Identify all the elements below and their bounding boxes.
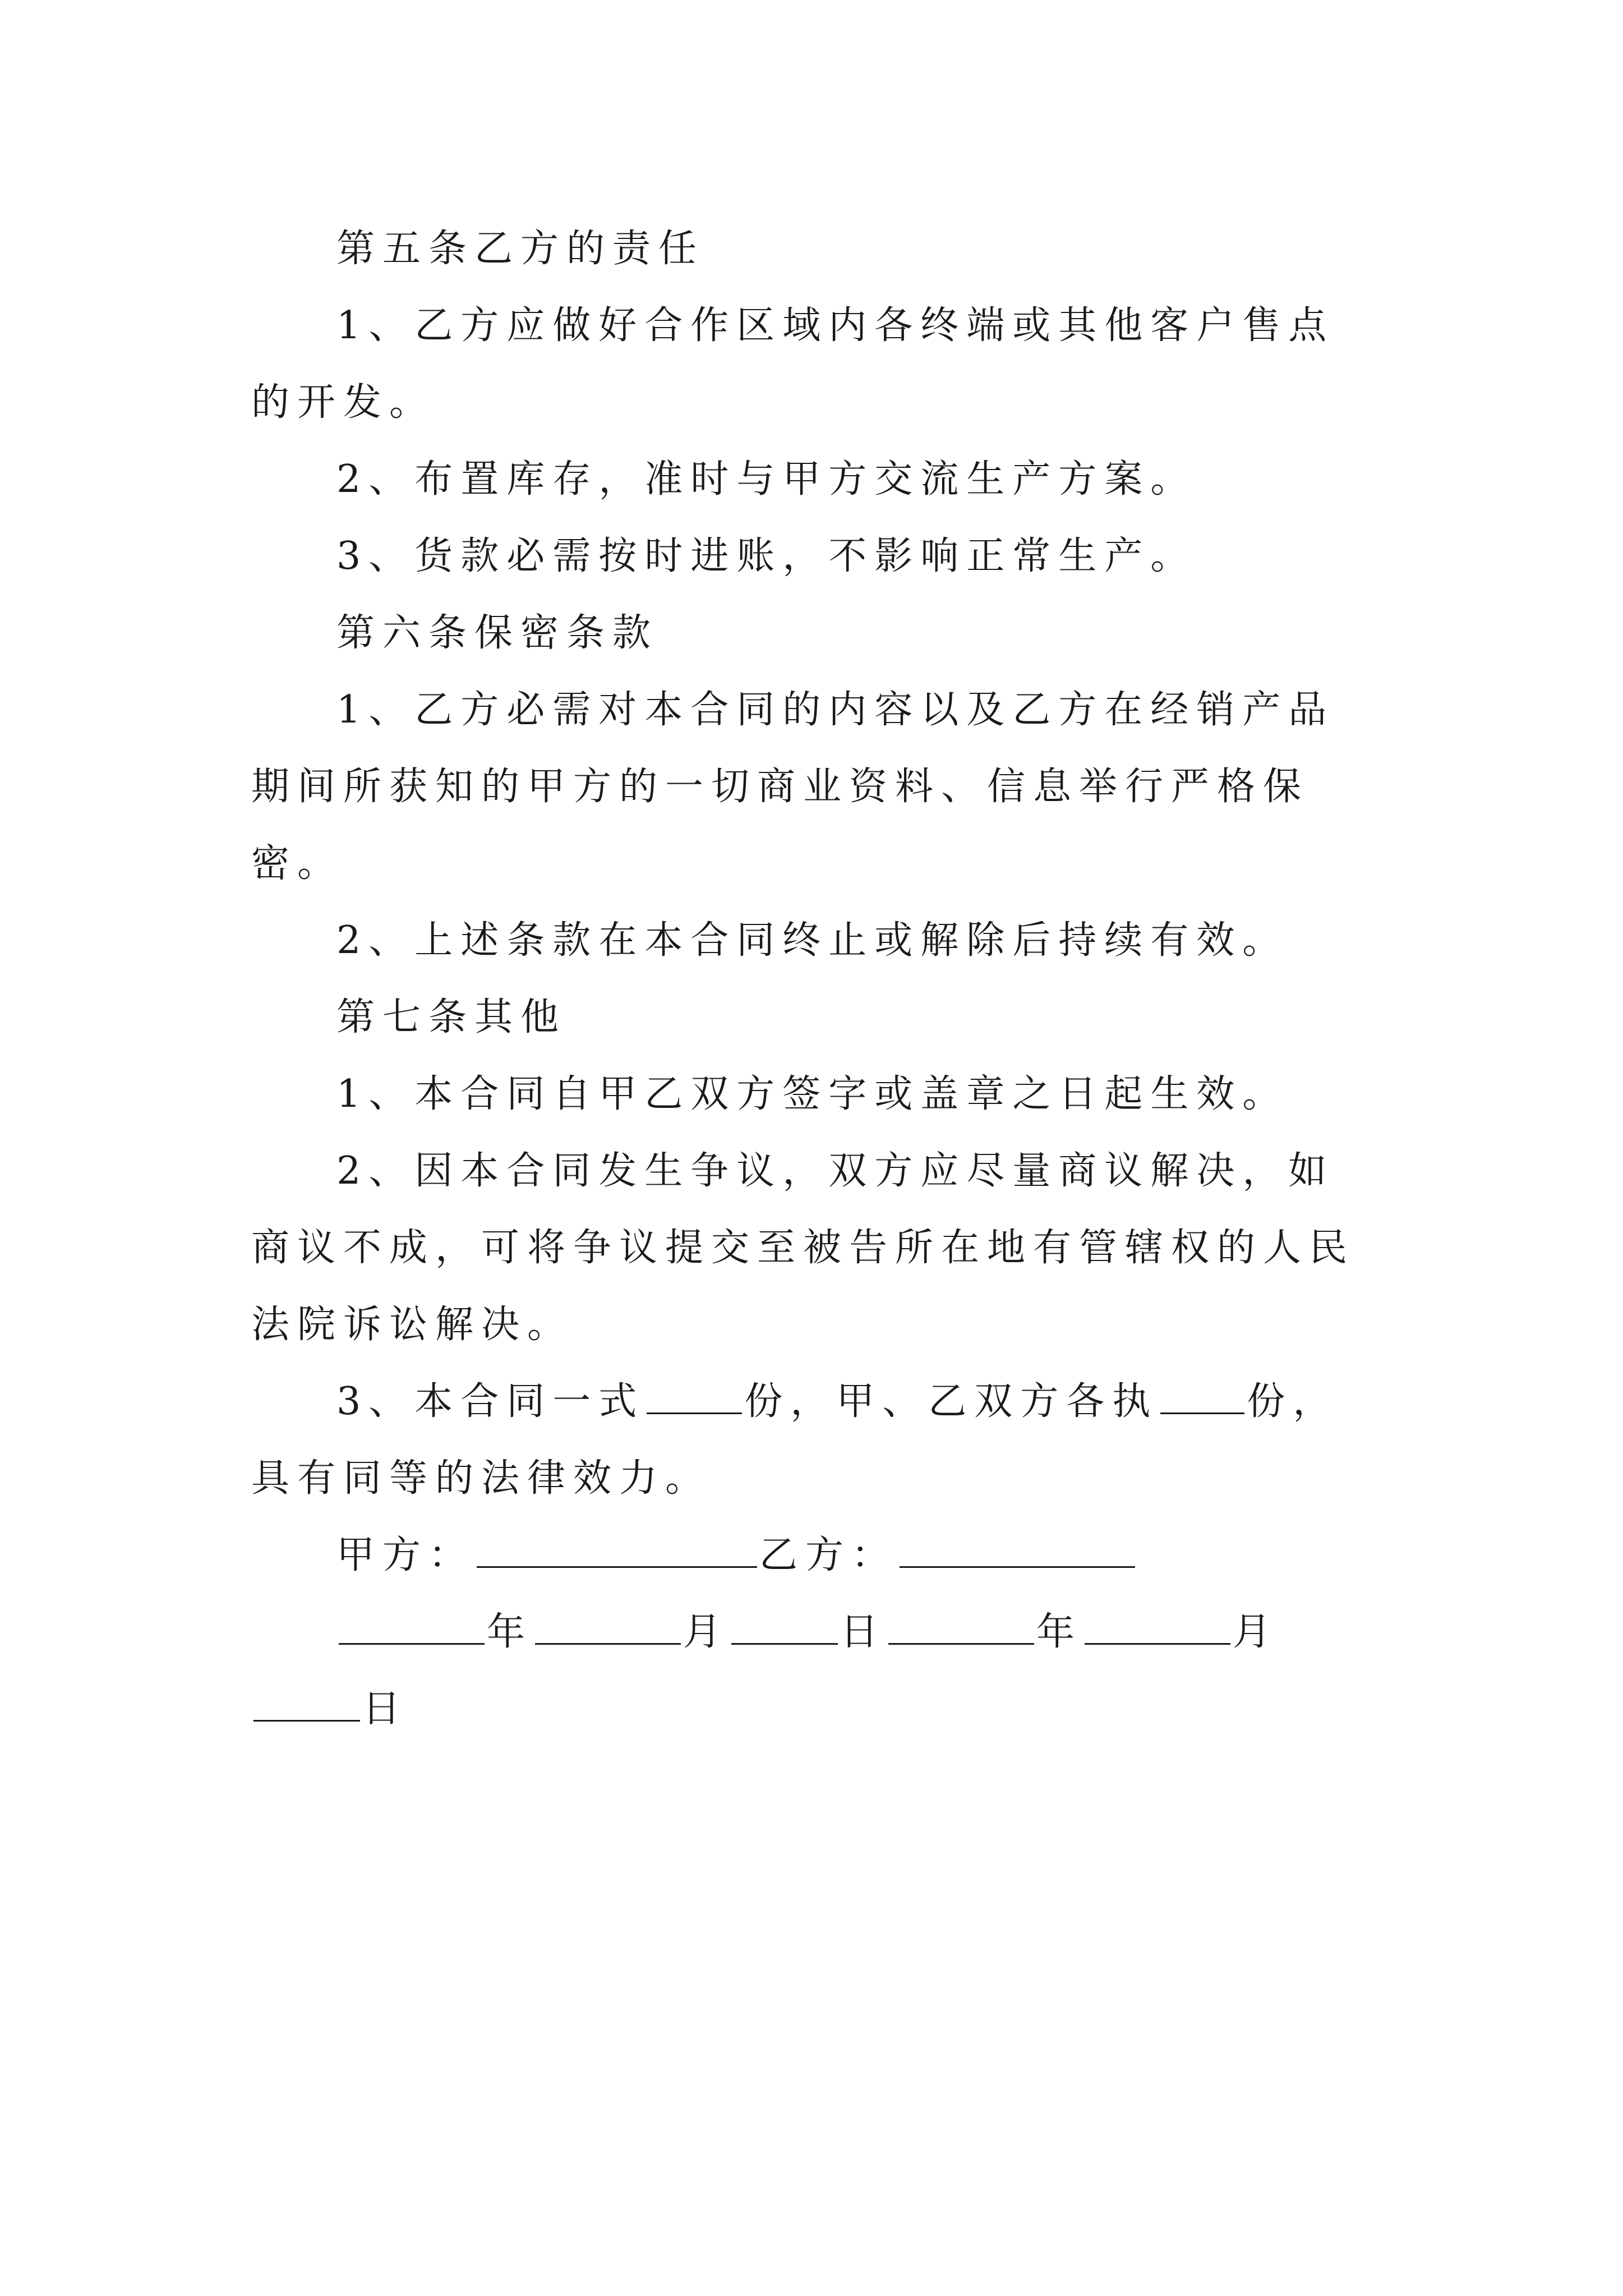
party-a-year-blank bbox=[339, 1609, 485, 1645]
article-5-clause-1: 1、乙方应做好合作区域内各终端或其他客户售点的开发。 bbox=[251, 303, 1335, 425]
copies-text-2: 份，甲、乙双方各执 bbox=[744, 1379, 1159, 1424]
party-b-label: 乙方： bbox=[759, 1533, 898, 1577]
article-6-heading: 第六条保密条款 bbox=[336, 611, 659, 655]
article-7-clause-2: 2、因本合同发生争议，双方应尽量商议解决，如商议不成，可将争议提交至被告所在地有管辖权的人民法院诉讼解决。 bbox=[251, 1149, 1355, 1347]
party-a-label: 甲方： bbox=[336, 1533, 475, 1577]
copies-text-3: 份，具有同等的法律效力。 bbox=[251, 1379, 1339, 1501]
party-b-day-label: 日 bbox=[362, 1687, 409, 1731]
party-a-month-blank bbox=[535, 1609, 681, 1645]
article-7-clause-1: 1、本合同自甲乙双方签字或盖章之日起生效。 bbox=[336, 1072, 1289, 1116]
party-a-day-label: 日 bbox=[840, 1610, 887, 1654]
party-a-blank bbox=[477, 1533, 757, 1568]
document-page bbox=[251, 210, 1378, 1747]
copies-total-blank bbox=[647, 1379, 742, 1414]
party-b-year-blank bbox=[888, 1609, 1034, 1645]
copies-each-blank bbox=[1160, 1379, 1244, 1414]
party-b-year-label: 年 bbox=[1036, 1610, 1083, 1654]
article-5-clause-3: 3、货款必需按时进账，不影响正常生产。 bbox=[336, 534, 1197, 578]
signature-line bbox=[251, 1517, 1378, 1594]
party-b-month-label: 月 bbox=[1233, 1610, 1279, 1654]
party-b-blank bbox=[900, 1533, 1135, 1568]
article-7-clause-3 bbox=[251, 1363, 1378, 1517]
article-6-clause-1: 1、乙方必需对本合同的内容以及乙方在经销产品期间所获知的甲方的一切商业资料、信息举行严格保密。 bbox=[251, 688, 1335, 886]
party-a-year-label: 年 bbox=[487, 1610, 533, 1654]
party-a-day-blank bbox=[731, 1609, 838, 1645]
party-b-month-blank bbox=[1085, 1609, 1230, 1645]
party-b-day-blank bbox=[253, 1686, 360, 1722]
article-5-heading: 第五条乙方的责任 bbox=[336, 227, 705, 271]
article-6-clause-2: 2、上述条款在本合同终止或解除后持续有效。 bbox=[336, 918, 1289, 963]
date-line bbox=[251, 1594, 1378, 1747]
article-5-clause-2: 2、布置库存，准时与甲方交流生产方案。 bbox=[336, 457, 1197, 501]
party-a-month-label: 月 bbox=[683, 1610, 730, 1654]
article-7-heading: 第七条其他 bbox=[336, 995, 567, 1039]
copies-text-1: 3、本合同一式 bbox=[336, 1379, 645, 1424]
